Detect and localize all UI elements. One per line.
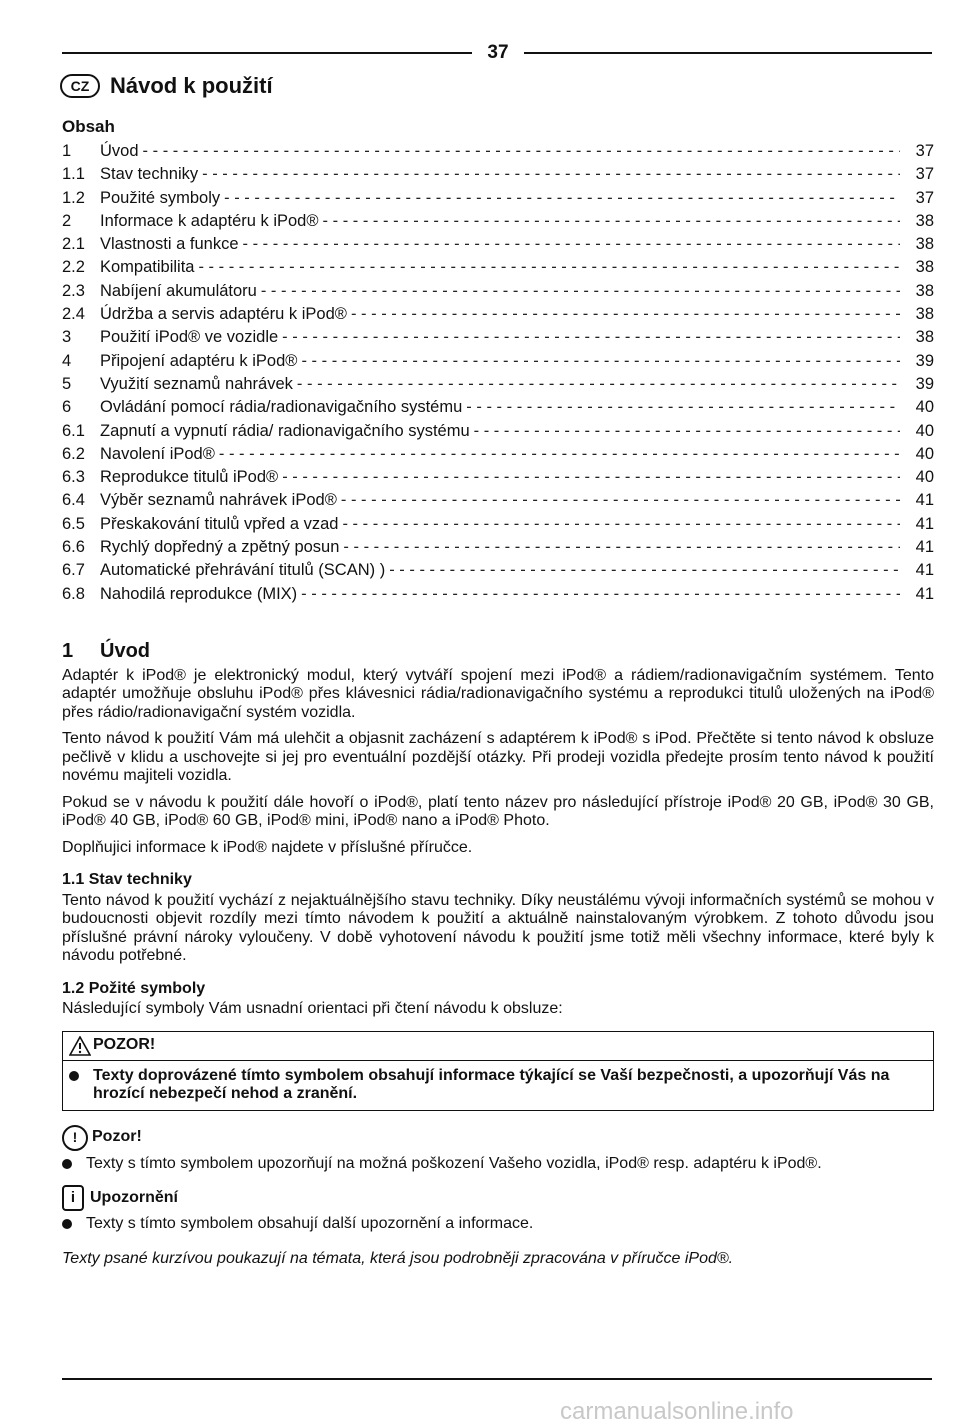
toc-item-title: Ovládání pomocí rádia/radionavigačního systému	[100, 398, 463, 417]
toc-dot-leader	[466, 398, 900, 417]
caution-label: Pozor!	[92, 1128, 142, 1146]
toc-item-number: 6.2	[62, 444, 85, 463]
toc-item-page: 41	[915, 538, 934, 557]
toc-item[interactable]	[62, 189, 934, 212]
toc-list	[62, 142, 934, 608]
toc-dot-leader	[342, 515, 900, 534]
toc-item-number: 2.4	[62, 305, 85, 324]
toc-item-number: 3	[62, 328, 72, 347]
toc-dot-leader	[282, 328, 900, 347]
toc-item[interactable]	[62, 165, 934, 188]
paragraph: Tento návod k použití vychází z nejaktuálnějšího stavu techniky. Díky neustálému vývoji informačních systémů se mohou v budoucnosti objevit rozdíly mezi tímto návodem k použití a aktuálně nainstalovaným výrobkem. Z tohoto důvodu jsou příslušné právní nároky vyloučeny. V době vyhotovení návodu k použití jsme totiž měli všechny informace, které byly k návodu potřebné.	[62, 891, 934, 964]
toc-dot-leader	[389, 561, 900, 580]
toc-item[interactable]	[62, 538, 934, 561]
paragraph: Adaptér k iPod® je elektronický modul, který vytváří spojení mezi iPod® a rádiem/radionavigačním systémem. Tento adaptér umožňuje obsluhu iPod® přes klávesnici rádia/radionavigačního systému a reprodukci titulů uložených na iPod® přes rádio/radionavigační systém vozidla.	[62, 666, 934, 721]
toc-dot-leader	[143, 142, 900, 161]
toc-dot-leader	[297, 375, 900, 394]
toc-item-title: Použití iPod® ve vozidle	[100, 328, 279, 347]
note-heading	[62, 1185, 934, 1211]
toc-dot-leader	[261, 282, 900, 301]
toc-item-title: Úvod	[100, 142, 139, 160]
bullet-icon	[62, 1159, 72, 1169]
caution-circle-icon: !	[62, 1125, 88, 1151]
caution-text: Texty s tímto symbolem upozorňují na možná poškození Vašeho vozidla, iPod® resp. adaptéru k iPod®.	[86, 1154, 822, 1172]
toc-item[interactable]	[62, 235, 934, 258]
paragraph: Následující symboly Vám usnadní orientaci při čtení návodu k obsluze:	[62, 1000, 563, 1017]
toc-item-number: 2	[62, 211, 72, 230]
toc-item-page: 41	[915, 584, 934, 603]
toc-item-title: Nahodilá reprodukce (MIX)	[100, 584, 298, 603]
toc-item-page: 39	[915, 351, 934, 370]
toc-item-page: 40	[915, 444, 934, 463]
toc-item-page: 38	[915, 305, 934, 324]
toc-item-title: Použité symboly	[100, 188, 221, 207]
main-content	[62, 642, 934, 1268]
toc-item-number: 2.2	[62, 258, 85, 277]
warning-triangle-icon	[69, 1036, 91, 1056]
toc-item-number: 5	[62, 374, 72, 393]
toc-item-number: 1.1	[62, 165, 85, 184]
toc-item-title: Reprodukce titulů iPod®	[100, 468, 279, 487]
doc-title: Návod k použití	[110, 73, 273, 98]
page-header	[62, 42, 932, 64]
section-1-heading	[62, 642, 934, 661]
toc-item[interactable]	[62, 142, 934, 165]
paragraph: Tento návod k použití Vám má ulehčit a objasnit zacházení s adaptérem k iPod® s iPod. Přečtěte si tento návod k obsluze pečlivě v klidu a uschovejte si jej pro eventuální pozdější otázky. Při prodeji vozidla předejte prosím tento návod k použití novému majiteli vozidla.	[62, 730, 934, 784]
italic-note: Texty psané kurzívou poukazují na témata, která jsou podrobněji zpracována v příručce iPod®.	[62, 1249, 734, 1267]
toc-item-number: 6.7	[62, 561, 85, 580]
toc-item[interactable]	[62, 328, 934, 351]
toc-item-title: Vlastnosti a funkce	[100, 235, 239, 254]
toc-item-page: 41	[915, 561, 934, 580]
toc-item[interactable]	[62, 375, 934, 398]
warning-header	[63, 1032, 933, 1061]
toc-item-title: Automatické přehrávání titulů (SCAN) )	[100, 561, 386, 580]
toc-item-page: 38	[915, 211, 934, 230]
toc-item-number: 2.1	[62, 235, 85, 254]
page-number: 37	[487, 42, 509, 63]
header-rule-right	[524, 52, 932, 54]
section-1-1-heading: 1.1 Stav techniky	[62, 871, 192, 888]
toc-item-page: 37	[915, 165, 934, 184]
toc-item[interactable]	[62, 491, 934, 514]
toc-item-title: Rychlý dopředný a zpětný posun	[100, 538, 340, 557]
table-of-contents	[62, 117, 934, 608]
header-rule-left	[62, 52, 472, 54]
footer-rule	[62, 1378, 932, 1380]
bullet-icon	[62, 1219, 72, 1229]
watermark: carmanualsonline.info	[560, 1398, 794, 1425]
toc-dot-leader	[198, 258, 900, 277]
toc-item[interactable]	[62, 398, 934, 421]
toc-dot-leader	[282, 468, 900, 487]
toc-item[interactable]	[62, 561, 934, 584]
toc-item-number: 6	[62, 398, 72, 417]
section-1-number: 1	[62, 640, 74, 662]
toc-item-title: Kompatibilita	[100, 258, 195, 277]
toc-item-page: 41	[915, 491, 934, 510]
toc-item-page: 38	[915, 258, 934, 277]
toc-item-number: 2.3	[62, 281, 85, 300]
toc-item-title: Nabíjení akumulátoru	[100, 281, 257, 300]
warning-text: Texty doprovázené tímto symbolem obsahují informace týkající se Vaší bezpečnosti, a upozorňují Vás na hrozící nebezpečí nehod a zranění.	[93, 1066, 890, 1102]
note-item	[62, 1215, 934, 1234]
toc-item-number: 6.3	[62, 468, 85, 487]
section-1-2-heading: 1.2 Požité symboly	[62, 979, 206, 997]
toc-item[interactable]	[62, 585, 934, 608]
toc-item[interactable]	[62, 305, 934, 328]
toc-item-number: 1	[62, 142, 72, 160]
toc-item-title: Zapnutí a vypnutí rádia/ radionavigačního systému	[100, 421, 470, 440]
note-label: Upozornění	[90, 1188, 178, 1206]
toc-item-title: Údržba a servis adaptéru k iPod®	[100, 305, 347, 324]
toc-dot-leader	[341, 491, 900, 510]
toc-item[interactable]	[62, 468, 934, 491]
toc-item-page: 41	[915, 514, 934, 533]
toc-item-number: 6.5	[62, 514, 85, 533]
info-icon: i	[62, 1185, 84, 1211]
toc-item-page: 40	[915, 421, 934, 440]
toc-item-title: Stav techniky	[100, 165, 199, 184]
toc-dot-leader	[301, 352, 900, 371]
toc-item-title: Využití seznamů nahrávek	[100, 374, 293, 393]
toc-item-page: 37	[915, 142, 934, 160]
toc-item[interactable]	[62, 445, 934, 468]
toc-item[interactable]	[62, 282, 934, 305]
toc-dot-leader	[219, 445, 900, 464]
toc-dot-leader	[301, 585, 900, 604]
bullet-icon	[69, 1071, 79, 1081]
toc-item-title: Připojení adaptéru k iPod®	[100, 351, 298, 370]
toc-item-title: Navolení iPod®	[100, 444, 215, 463]
toc-item-number: 6.1	[62, 421, 85, 440]
toc-item[interactable]	[62, 422, 934, 445]
toc-item-number: 6.8	[62, 584, 85, 603]
toc-item[interactable]	[62, 352, 934, 375]
toc-dot-leader	[323, 212, 900, 231]
toc-dot-leader	[224, 189, 900, 208]
doc-title-row	[60, 68, 273, 104]
toc-heading: Obsah	[62, 117, 115, 136]
toc-item-page: 39	[915, 374, 934, 393]
toc-dot-leader	[343, 538, 900, 557]
toc-item-title: Přeskakování titulů vpřed a vzad	[100, 514, 339, 533]
toc-item[interactable]	[62, 212, 934, 235]
toc-item[interactable]	[62, 515, 934, 538]
toc-item-page: 40	[915, 468, 934, 487]
toc-dot-leader	[202, 165, 900, 184]
warning-label: POZOR!	[93, 1036, 156, 1054]
caution-item	[62, 1155, 934, 1174]
toc-dot-leader	[474, 422, 900, 441]
toc-item-number: 1.2	[62, 188, 85, 207]
toc-item-page: 38	[915, 281, 934, 300]
toc-item-title: Výběr seznamů nahrávek iPod®	[100, 491, 337, 510]
warning-body	[63, 1061, 933, 1110]
toc-item-number: 4	[62, 351, 72, 370]
section-1-title: Úvod	[100, 640, 150, 662]
toc-item-number: 6.4	[62, 491, 85, 510]
toc-item-page: 40	[915, 398, 934, 417]
toc-item-title: Informace k adaptéru k iPod®	[100, 211, 319, 230]
paragraph: Doplňujici informace k iPod® najdete v příslušné příručce.	[62, 838, 473, 856]
toc-item-number: 6.6	[62, 538, 85, 557]
note-text: Texty s tímto symbolem obsahují další upozornění a informace.	[86, 1215, 534, 1232]
cz-language-icon: CZ	[60, 74, 100, 98]
paragraph: Pokud se v návodu k použití dále hovoří o iPod®, platí tento název pro následující přístroje iPod® 20 GB, iPod® 30 GB, iPod® 40 GB, iPod® 60 GB, iPod® mini, iPod® nano a iPod® Photo.	[62, 793, 934, 829]
toc-item-page: 38	[915, 235, 934, 254]
toc-item[interactable]	[62, 258, 934, 281]
toc-dot-leader	[243, 235, 901, 254]
toc-item-page: 37	[915, 188, 934, 207]
toc-dot-leader	[351, 305, 900, 324]
warning-box	[62, 1031, 934, 1111]
caution-heading	[62, 1125, 934, 1151]
toc-item-page: 38	[915, 328, 934, 347]
